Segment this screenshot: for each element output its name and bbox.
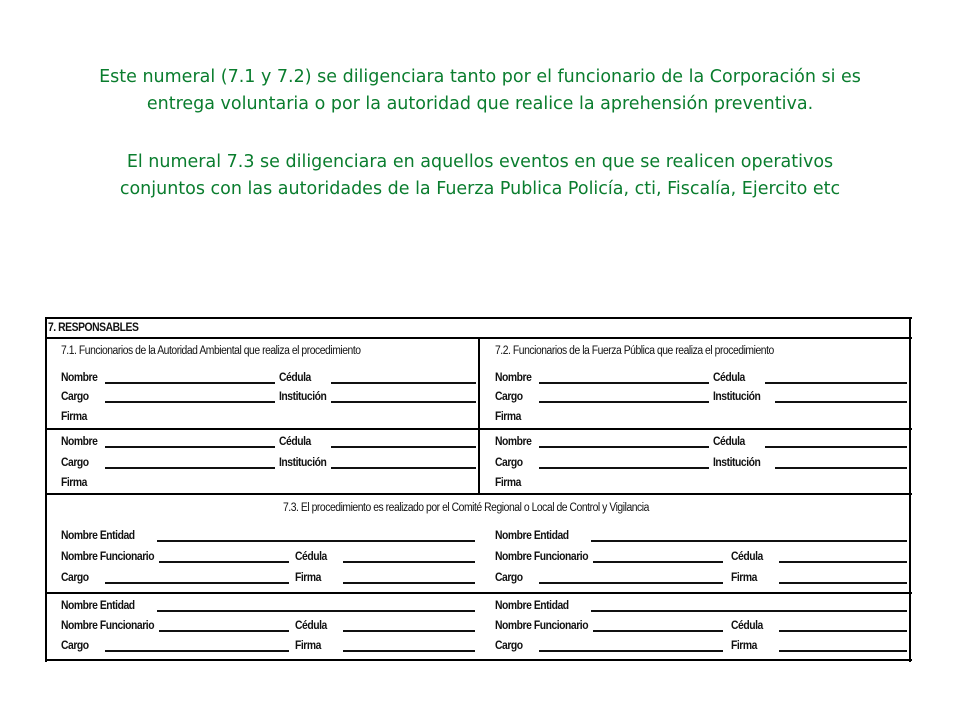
- firma-label: Firma: [731, 572, 757, 584]
- cedula-label: Cédula: [713, 436, 745, 448]
- nombre-entidad-field[interactable]: [157, 610, 475, 612]
- cargo-label: Cargo: [495, 457, 523, 469]
- nombre-entidad-field[interactable]: [157, 540, 475, 542]
- cedula-field[interactable]: [779, 561, 907, 563]
- nombre-label: Nombre: [495, 436, 532, 448]
- institucion-field[interactable]: [775, 401, 907, 403]
- cedula-label: Cédula: [713, 372, 745, 384]
- cedula-field[interactable]: [331, 446, 476, 448]
- firma-field[interactable]: [343, 582, 475, 584]
- cedula-field[interactable]: [765, 382, 907, 384]
- cedula-field[interactable]: [331, 382, 476, 384]
- note-line: El numeral 7.3 se diligenciara en aquellos eventos en que se realicen operativos: [126, 152, 834, 172]
- institucion-field[interactable]: [331, 467, 476, 469]
- institucion-label: Institución: [713, 457, 761, 469]
- institucion-field[interactable]: [331, 401, 476, 403]
- nombre-field[interactable]: [539, 446, 709, 448]
- note-line: entrega voluntaria o por la autoridad que realice la aprehensión preventiva.: [146, 94, 814, 114]
- cargo-label: Cargo: [61, 457, 89, 469]
- section-7-2-title: 7.2. Funcionarios de la Fuerza Pública que realiza el procedimiento: [495, 345, 774, 357]
- firma-label: Firma: [61, 411, 87, 423]
- nombre-funcionario-label: Nombre Funcionario: [495, 620, 589, 632]
- institucion-label: Institución: [279, 391, 327, 403]
- nombre-funcionario-label: Nombre Funcionario: [61, 551, 155, 563]
- nombre-funcionario-field[interactable]: [159, 630, 289, 632]
- cedula-label: Cédula: [279, 436, 311, 448]
- cargo-field[interactable]: [539, 650, 723, 652]
- nombre-entidad-label: Nombre Entidad: [61, 530, 135, 542]
- nombre-funcionario-field[interactable]: [593, 630, 723, 632]
- firma-label: Firma: [61, 477, 87, 489]
- form-row-divider: [45, 592, 912, 594]
- nombre-label: Nombre: [495, 372, 532, 384]
- cedula-field[interactable]: [343, 630, 475, 632]
- form-left-border: [45, 317, 47, 662]
- cargo-label: Cargo: [495, 640, 523, 652]
- cargo-field[interactable]: [105, 650, 289, 652]
- cedula-label: Cédula: [295, 551, 327, 563]
- section-7-3-title: 7.3. El procedimiento es realizado por el Comité Regional o Local de Control y Vigilancia: [283, 502, 649, 514]
- cargo-label: Cargo: [495, 391, 523, 403]
- cargo-field[interactable]: [105, 582, 289, 584]
- form-section-divider: [45, 493, 912, 495]
- form-bottom-border: [45, 659, 912, 661]
- firma-label: Firma: [495, 477, 521, 489]
- cedula-label: Cédula: [279, 372, 311, 384]
- cargo-label: Cargo: [61, 572, 89, 584]
- nombre-funcionario-field[interactable]: [593, 561, 723, 563]
- firma-label: Firma: [495, 411, 521, 423]
- cedula-field[interactable]: [779, 630, 907, 632]
- nombre-label: Nombre: [61, 436, 98, 448]
- firma-field[interactable]: [779, 650, 907, 652]
- cedula-label: Cédula: [295, 620, 327, 632]
- note-line: conjuntos con las autoridades de la Fuerza Publica Policía, cti, Fiscalía, Ejercito etc: [119, 179, 841, 199]
- section-7-1-title: 7.1. Funcionarios de la Autoridad Ambiental que realiza el procedimiento: [61, 345, 361, 357]
- form-top-border: [45, 317, 912, 319]
- nombre-entidad-label: Nombre Entidad: [61, 600, 135, 612]
- firma-field[interactable]: [343, 650, 475, 652]
- responsables-form: [45, 312, 912, 662]
- form-column-divider: [478, 337, 480, 494]
- cargo-field[interactable]: [105, 401, 275, 403]
- instruction-note-7-1-7-2: [40, 64, 920, 118]
- form-row-divider: [45, 428, 912, 430]
- nombre-funcionario-label: Nombre Funcionario: [495, 551, 589, 563]
- firma-label: Firma: [295, 640, 321, 652]
- nombre-funcionario-label: Nombre Funcionario: [61, 620, 155, 632]
- cargo-label: Cargo: [61, 391, 89, 403]
- nombre-field[interactable]: [105, 382, 275, 384]
- institucion-label: Institución: [713, 391, 761, 403]
- cedula-field[interactable]: [765, 446, 907, 448]
- cedula-label: Cédula: [731, 620, 763, 632]
- cargo-label: Cargo: [495, 572, 523, 584]
- nombre-field[interactable]: [539, 382, 709, 384]
- nombre-entidad-label: Nombre Entidad: [495, 530, 569, 542]
- firma-label: Firma: [731, 640, 757, 652]
- nombre-field[interactable]: [105, 446, 275, 448]
- instruction-note-7-3: [40, 149, 920, 203]
- cargo-label: Cargo: [61, 640, 89, 652]
- nombre-entidad-field[interactable]: [591, 610, 907, 612]
- form-right-border: [909, 317, 911, 662]
- cargo-field[interactable]: [539, 401, 709, 403]
- cedula-field[interactable]: [343, 561, 475, 563]
- nombre-entidad-label: Nombre Entidad: [495, 600, 569, 612]
- nombre-funcionario-field[interactable]: [159, 561, 289, 563]
- firma-label: Firma: [295, 572, 321, 584]
- nombre-entidad-field[interactable]: [591, 540, 907, 542]
- cargo-field[interactable]: [105, 467, 275, 469]
- section-title: 7. RESPONSABLES: [48, 322, 139, 334]
- institucion-label: Institución: [279, 457, 327, 469]
- cedula-label: Cédula: [731, 551, 763, 563]
- firma-field[interactable]: [779, 582, 907, 584]
- cargo-field[interactable]: [539, 582, 723, 584]
- nombre-label: Nombre: [61, 372, 98, 384]
- institucion-field[interactable]: [775, 467, 907, 469]
- note-line: Este numeral (7.1 y 7.2) se diligenciara tanto por el funcionario de la Corporación si es: [99, 67, 861, 87]
- cargo-field[interactable]: [539, 467, 709, 469]
